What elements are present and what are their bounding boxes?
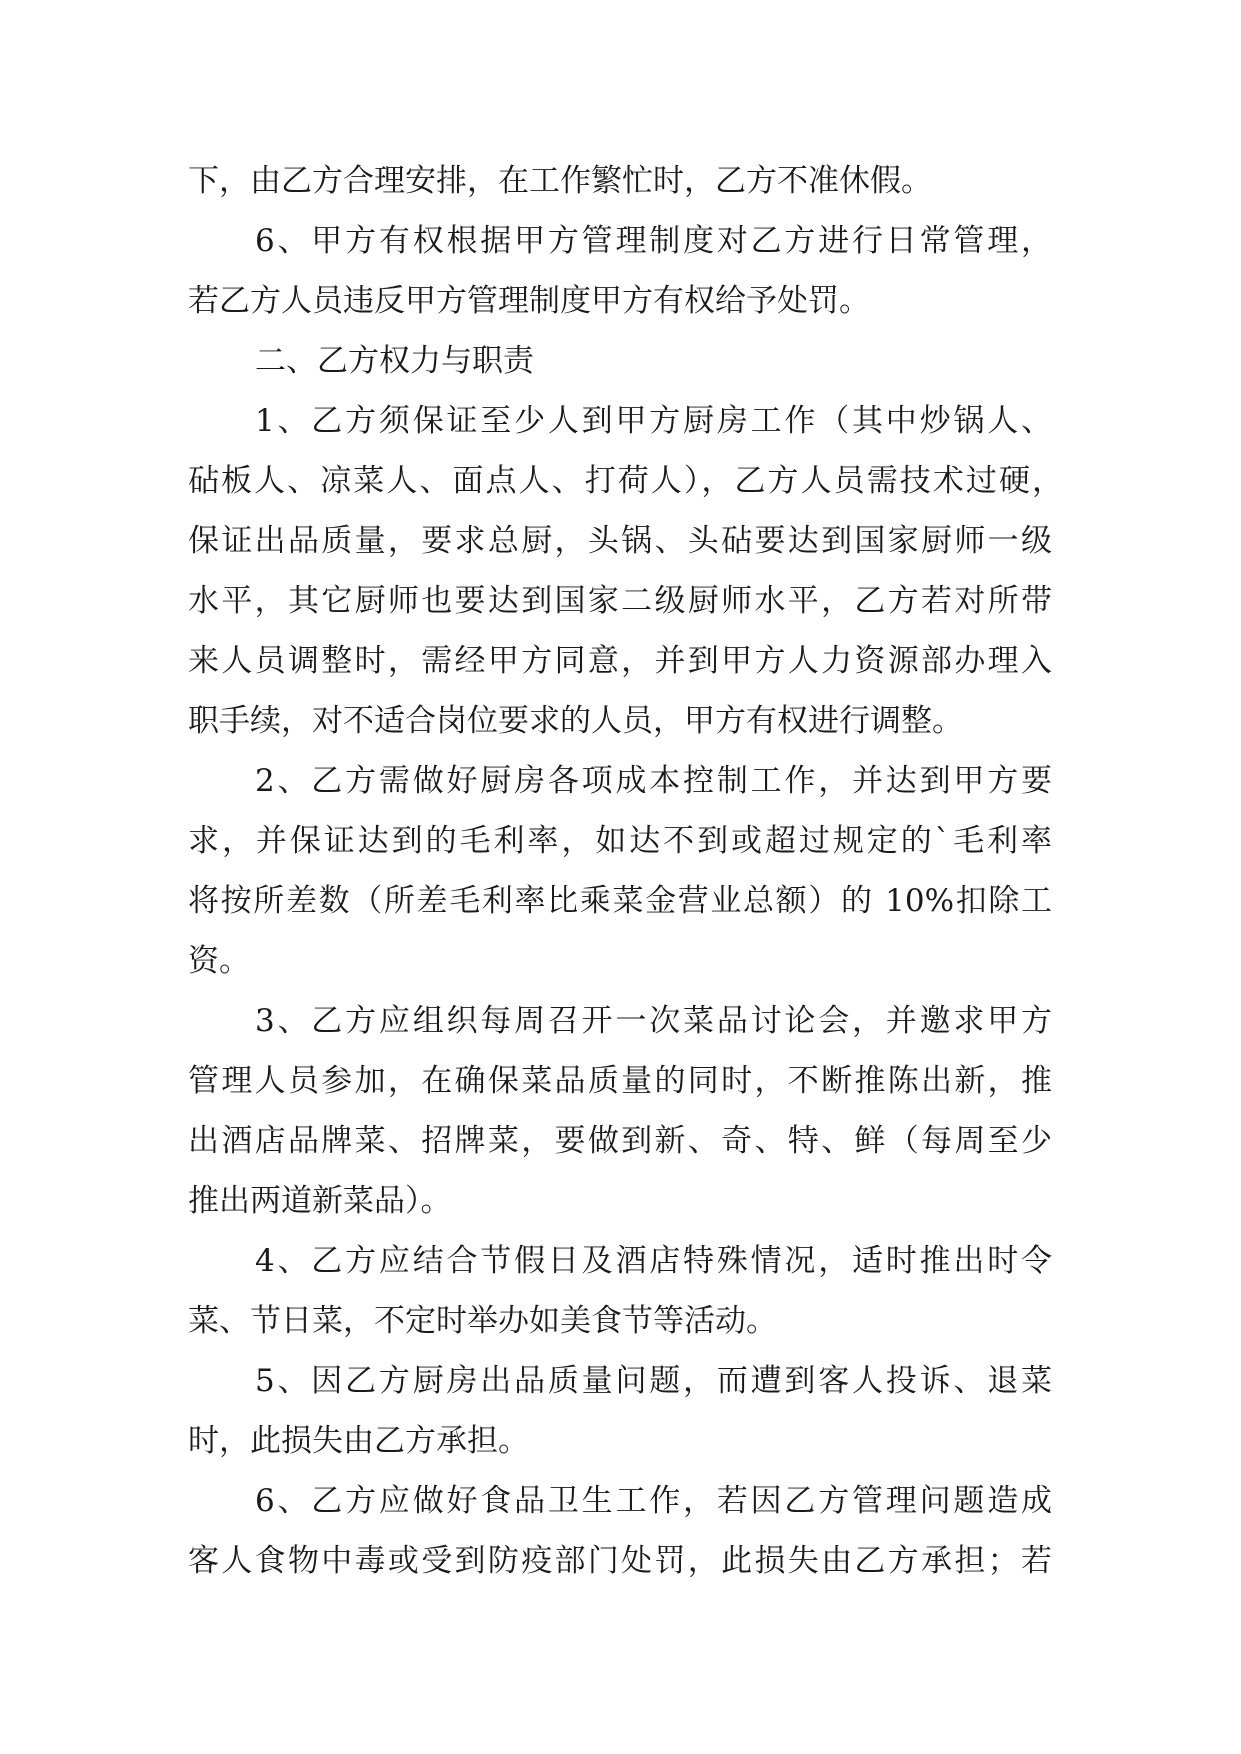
text-line-13: 将按所差数（所差毛利率比乘菜金营业总额）的 10%扣除工: [188, 883, 1052, 919]
text-line-2: 6、甲方有权根据甲方管理制度对乙方进行日常管理，: [255, 223, 1052, 259]
text-line-7: 保证出品质量，要求总厨，头锅、头砧要达到国家厨师一级: [188, 523, 1052, 559]
text-line-20: 菜、节日菜，不定时举办如美食节等活动。: [188, 1303, 777, 1339]
text-line-15: 3、乙方应组织每周召开一次菜品讨论会，并邀求甲方: [255, 1003, 1052, 1039]
text-line-17: 出酒店品牌菜、招牌菜，要做到新、奇、特、鲜（每周至少: [188, 1123, 1052, 1159]
text-line-24: 客人食物中毒或受到防疫部门处罚，此损失由乙方承担；若: [188, 1543, 1052, 1579]
text-line-14: 资。: [188, 943, 250, 979]
text-line-8: 水平，其它厨师也要达到国家二级厨师水平，乙方若对所带: [188, 583, 1052, 619]
text-line-11: 2、乙方需做好厨房各项成本控制工作，并达到甲方要: [255, 763, 1052, 799]
text-line-3: 若乙方人员违反甲方管理制度甲方有权给予处罚。: [188, 283, 870, 319]
text-line-6: 砧板人、凉菜人、面点人、打荷人），乙方人员需技术过硬，: [188, 463, 1063, 499]
text-line-18: 推出两道新菜品）。: [188, 1183, 452, 1219]
text-line-21: 5、因乙方厨房出品质量问题，而遭到客人投诉、退菜: [255, 1363, 1052, 1399]
text-line-16: 管理人员参加，在确保菜品质量的同时，不断推陈出新，推: [188, 1063, 1052, 1099]
text-line-9: 来人员调整时，需经甲方同意，并到甲方人力资源部办理入: [188, 643, 1052, 679]
text-line-12: 求，并保证达到的毛利率，如达不到或超过规定的`毛利率: [188, 823, 1052, 859]
text-line-5: 1、乙方须保证至少人到甲方厨房工作（其中炒锅人、: [255, 403, 1052, 439]
text-line-10: 职手续，对不适合岗位要求的人员，甲方有权进行调整。: [188, 703, 963, 739]
text-line-22: 时，此损失由乙方承担。: [188, 1423, 529, 1459]
section-heading: 二、乙方权力与职责: [255, 343, 534, 379]
text-line-1: 下，由乙方合理安排，在工作繁忙时，乙方不准休假。: [188, 163, 932, 199]
text-line-19: 4、乙方应结合节假日及酒店特殊情况，适时推出时令: [255, 1243, 1052, 1279]
text-line-23: 6、乙方应做好食品卫生工作，若因乙方管理问题造成: [255, 1483, 1052, 1519]
